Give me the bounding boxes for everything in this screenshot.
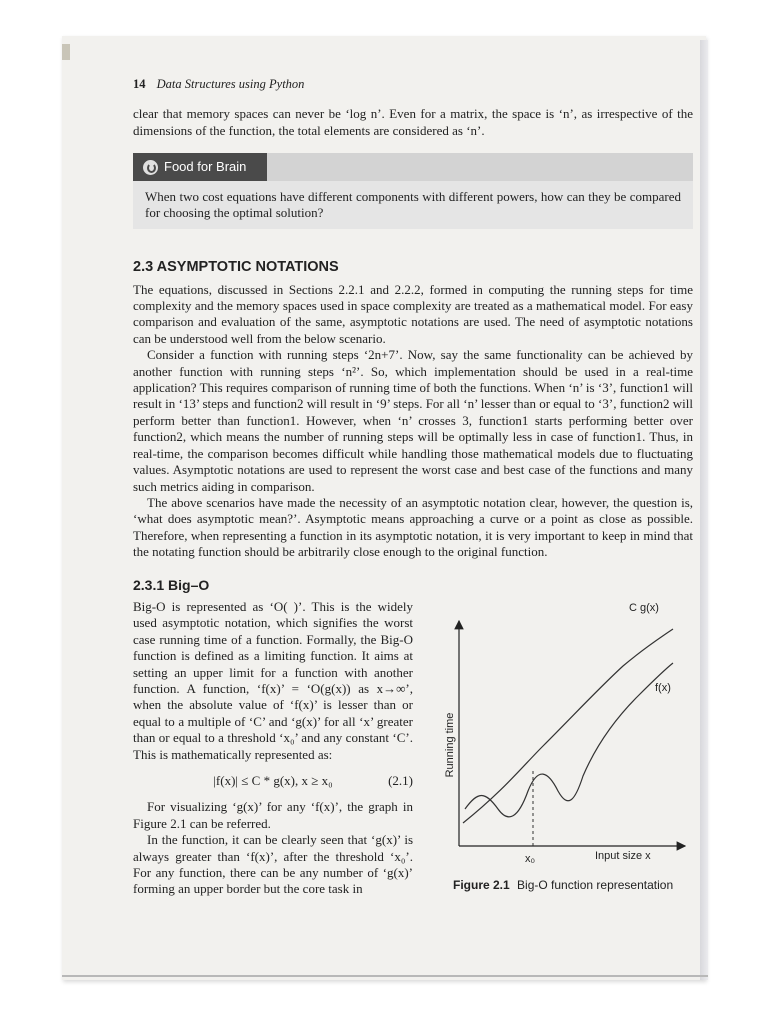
- subsection-heading: 2.3.1 Big–O: [133, 576, 210, 593]
- figure-caption-text: Big-O function representation: [517, 877, 674, 892]
- bigo-after-1: For visualizing ‘g(x)’ for any ‘f(x)’, the graph in Figure 2.1 can be referred.: [133, 799, 413, 831]
- food-for-brain-header: [133, 153, 693, 181]
- food-for-brain-tab: [133, 153, 267, 181]
- section-paragraph-1: The equations, discussed in Sections 2.2.1 and 2.2.2, formed in computing the running steps for time complexity and the memory spaces used in space complexity are treated as a mathematical model. For easy comparison and evaluation of the same, asymptotic notations are used. The need of asymptotic notations can be understood well from the below scenario.: [133, 281, 693, 346]
- section-paragraph-2: Consider a function with running steps ‘2n+7’. Now, say the same functionality can be achieved by another function with running steps ‘n²’. So, which implementation should be used in a real-time application? This requires comparison of running time of both the functions. When ‘n’ is ‘3’, function1 will result in ‘13’ steps and function2 will result in ‘9’ steps. For all ‘n’ lesser than or equal to ‘3’, function2 will perform better than function1. However, when ‘n’ crosses 3, function1 starts performing better over function2, which means the number of running steps will be optimally less in case of function1. Thus, in real-time, the comparison becomes difficult while handling those mathematical models due to fluctuating values. Asymptotic notations are used to represent the worst case and best case of the functions and many such metrics aiding in comparison.: [133, 347, 693, 494]
- figure-caption-number: Figure 2.1: [453, 877, 510, 892]
- book-title: Data Structures using Python: [156, 77, 305, 91]
- equation-number: (2.1): [388, 773, 413, 788]
- bigo-two-column: [133, 599, 693, 929]
- cg-curve: [463, 629, 673, 823]
- bigo-after-2: In the function, it can be clearly seen that ‘g(x)’ is always greater than ‘f(x)’, after the threshold ‘x₀’. For any function, there can be any number of ‘g(x)’ forming an upper border but the core task in: [133, 832, 413, 897]
- page-content: [133, 76, 693, 929]
- bigo-lead: Big-O is represented as ‘O( )’. This is the widely used asymptotic notation, which signifies the worst case running time of a function. Formally, the Big-O function is defined as a limiting function. It aims at setting an upper limit for a function with another function. A function, ‘f(x)’ = ‘O(g(x)) as x→∞’, when the absolute value of ‘f(x)’ is lesser than or equal to a multiple of ‘C’ and ‘g(x)’ for all ‘x’ greater than or equal to a threshold ‘x₀’ and any constant ‘C’. This is mathematically represented as:: [133, 598, 413, 762]
- equation-text: |f(x)| ≤ C * g(x), x ≥ x₀: [213, 773, 333, 788]
- page-corner-mark: [62, 44, 70, 60]
- figure-2-1: [423, 561, 693, 921]
- page-edge: [700, 40, 708, 980]
- brain-icon: [143, 160, 158, 175]
- figure-caption: [453, 877, 673, 893]
- x0-label: x₀: [525, 852, 536, 865]
- food-for-brain-body: [133, 181, 693, 229]
- section-heading: 2.3 ASYMPTOTIC NOTATIONS: [133, 259, 339, 276]
- intro-paragraph: clear that memory spaces can never be ‘log n’. Even for a matrix, the space is ‘n’, as irrespective of the dimensions of the function, the total elements are considered as ‘n’.: [133, 106, 693, 138]
- running-head: [133, 76, 693, 92]
- food-for-brain-text: When two cost equations have different components with different powers, how can they be compared for choosing the optimal solution?: [145, 189, 681, 221]
- y-axis-label: Running time: [444, 712, 456, 778]
- f-label: f(x): [655, 681, 671, 694]
- page-bottom-border: [62, 975, 708, 977]
- page-number: 14: [133, 77, 146, 91]
- bigo-graph: [423, 561, 693, 871]
- x-axis-label: Input size x: [595, 849, 651, 862]
- cg-label: C g(x): [629, 601, 659, 614]
- food-for-brain-title: Food for Brain: [164, 159, 247, 175]
- bigo-text-column: [133, 599, 413, 898]
- equation-2-1: [133, 773, 413, 789]
- section-paragraph-3: The above scenarios have made the necessity of an asymptotic notation clear, however, the question is, ‘what does asymptotic mean?’. Asymptotic means approaching a curve or a point as close as possible. Therefore, when representing a function in its asymptotic notation, it is very important to keep in mind that the notating function should be arbitrarily close enough to the original function.: [133, 494, 693, 560]
